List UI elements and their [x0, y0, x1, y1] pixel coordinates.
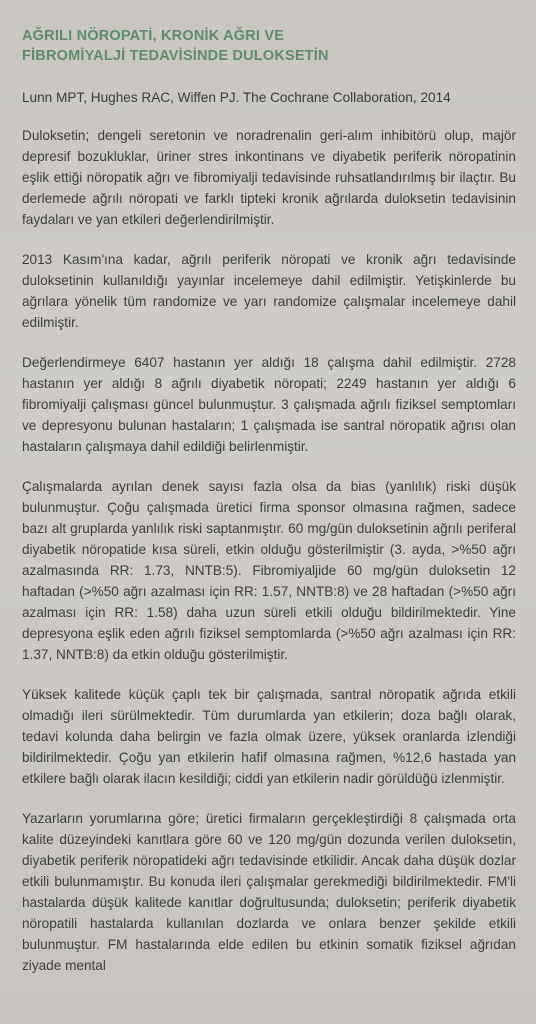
article-title	[22, 26, 516, 66]
paragraph-adverse-effects: Yüksek kalitede küçük çaplı tek bir çalışmada, santral nöropatik ağrıda etkili olmadığı ileri sürülmektedir. Tüm durumlarda yan etkilerin; doza bağlı olarak, tedavi kolunda daha belirgin ve fazla olmak üzere, yüksek oranlarda izlendiği bildirilmektedir. Çoğu yan etkilerin hafif olmasına rağmen, %12,6 hastada yan etkilere bağlı olarak ilacın kesildiği; ciddi yan etkilerin nadir görüldüğü izlenmiştir.	[22, 687, 516, 786]
article-title-line-1: AĞRILI NÖROPATİ, KRONİK AĞRI VE	[22, 28, 285, 44]
paragraph-introduction: Duloksetin; dengeli seretonin ve noradrenalin geri-alım inhibitörü olup, majör depresif bozukluklar, üriner stres inkontinans ve diyabetik periferik nöropatinin eşlik ettiği nöropatik ağrı ve fibromiyalji tedavisinde ruhsatlandırılmış bir ilaçtır. Bu derlemede ağrılı nöropati ve farklı tipteki kronik ağrılarda duloksetin tedavisinin faydaları ve yan etkileri değerlendirilmiştir.	[22, 128, 516, 227]
article-title-line-2: FİBROMİYALJİ TEDAVİSİNDE DULOKSETİN	[22, 48, 329, 64]
paragraph-efficacy-results: Çalışmalarda ayrılan denek sayısı fazla olsa da bias (yanlılık) riski düşük bulunmuştur. Çoğu çalışmada üretici firma sponsor olmasına rağmen, sadece bazı alt gruplarda yanlılık riski saptanmıştır. 60 mg/gün duloksetinin ağrılı periferal diyabetik nöropatide kısa süreli, etkin olduğu gösterilmiştir (3. ayda, >%50 ağrı azalmasında RR: 1.73, NNTB:5). Fibromiyaljide 60 mg/gün duloksetin 12 haftadan (>%50 ağrı azalması için RR: 1.57, NNTB:8) ve 28 haftadan (>%50 ağrı azalması için RR: 1.58) daha uzun süreli etkili olduğu bildirilmektedir. Yine depresyona eşlik eden ağrılı fiziksel semptomlarda (>%50 ağrı azalması için RR: 1.37, NNTB:8) da etkin olduğu gösterilmiştir.	[22, 479, 516, 662]
paragraph-authors-conclusions: Yazarların yorumlarına göre; üretici firmaların gerçekleştirdiği 8 çalışmada orta kalite düzeyindeki kanıtlara göre 60 ve 120 mg/gün dozunda verilen duloksetin, diyabetik periferik nöropatideki ağrı tedavisinde etkilidir. Ancak daha düşük dozlar etkili bulunmamıştır. Bu konuda ileri çalışmalar gerekmediği bildirilmektedir. FM'li hastalarda düşük kalitede kanıtlar doğrultusunda; duloksetin; periferik diyabetik nöropatili hastalarda kullanılan dozlarda ve onlara benzer şekilde etkili bulunmuştur. FM hastalarında elde edilen bu etkinin somatik fiziksel ağrıdan ziyade mental	[22, 811, 516, 973]
paragraph-included-studies: Değerlendirmeye 6407 hastanın yer aldığı 18 çalışma dahil edilmiştir. 2728 hastanın yer aldığı 8 ağrılı diyabetik nöropati; 2249 hastanın yer aldığı 6 fibromiyalji çalışması güncel bulunmuştur. 3 çalışmada ağrılı fiziksel semptomları ve depresyonu bulunan hastaların; 1 çalışmada ise santral nöropatik ağrısı olan hastaların çalışmaya dahil edildiği belirlenmiştir.	[22, 355, 516, 454]
paragraph-inclusion-criteria: 2013 Kasım'ına kadar, ağrılı periferik nöropati ve kronik ağrı tedavisinde duloksetinin kullanıldığı yayınlar incelemeye dahil edilmiştir. Yetişkinlerde bu ağrılara yönelik tüm randomize ve yarı randomize çalışmalar incelemeye dahil edilmiştir.	[22, 252, 516, 330]
citation: Lunn MPT, Hughes RAC, Wiffen PJ. The Cochrane Collaboration, 2014	[22, 90, 451, 105]
